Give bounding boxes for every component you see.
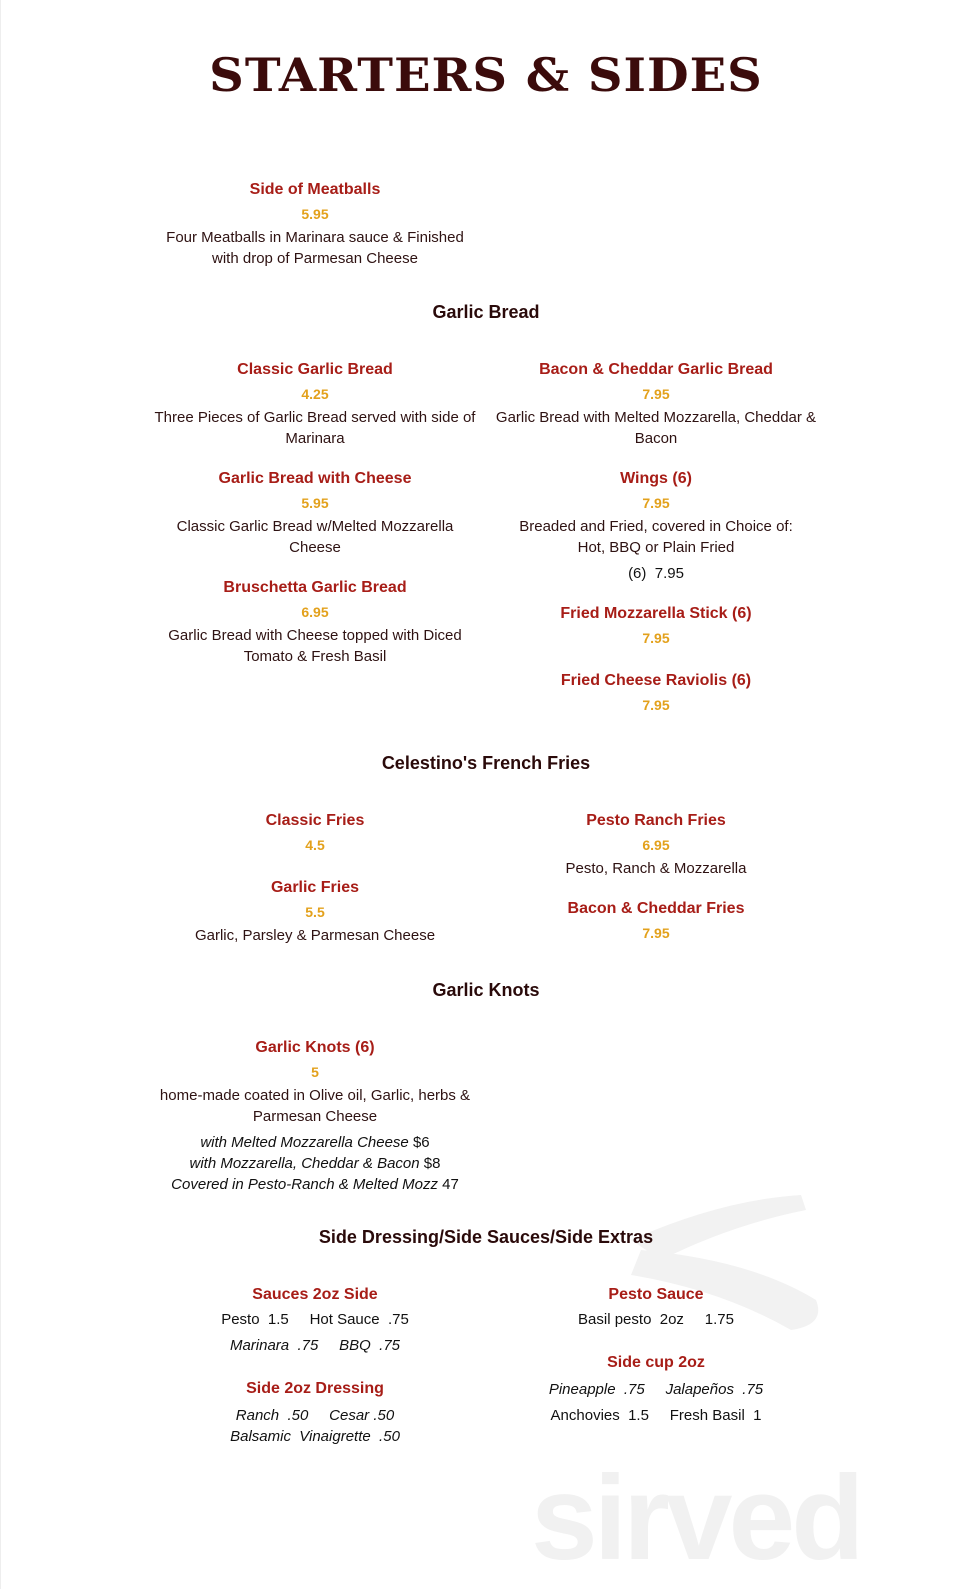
garlic-bread-right (486, 357, 826, 735)
item-name: Bacon & Cheddar Fries (567, 900, 745, 917)
sidecup-line: Anchovies 1.5 Fresh Basil 1 (550, 1407, 762, 1424)
sauces-line: Pesto 1.5 Hot Sauce .75 (221, 1311, 409, 1328)
item-desc: Breaded and Fried, covered in Choice of: Hot, BBQ or Plain Fried (519, 518, 793, 556)
item-desc: Classic Garlic Bread w/Melted Mozzarella Cheese (176, 518, 454, 556)
item-desc: Garlic Bread with Melted Mozzarella, Cheddar & Bacon (495, 409, 817, 447)
option-price: $6 (412, 1134, 430, 1151)
dressing-line: Balsamic Vinaigrette .50 (230, 1428, 400, 1445)
item-name: Sauces 2oz Side (252, 1286, 378, 1303)
option-label: Covered in Pesto-Ranch & Melted Mozz (171, 1176, 438, 1193)
item-desc: Pesto, Ranch & Mozzarella (565, 860, 747, 877)
item-name: Fried Mozzarella Stick (6) (560, 605, 752, 622)
item-price: 5.95 (301, 206, 329, 222)
item-price: 6.95 (301, 604, 329, 620)
sirved-watermark: sirved (531, 1451, 861, 1585)
extras-left (145, 1282, 485, 1464)
item-name: Classic Fries (265, 812, 365, 829)
section-side-extras: Side Dressing/Side Sauces/Side Extras (318, 1227, 654, 1247)
item-desc: home-made coated in Olive oil, Garlic, herbs & Parmesan Cheese (159, 1087, 471, 1125)
item-name: Pesto Sauce (608, 1286, 704, 1303)
garlic-knots-item (145, 1035, 485, 1195)
sauces-line: Marinara .75 BBQ .75 (229, 1337, 401, 1354)
item-name: Pesto Ranch Fries (586, 812, 726, 829)
section-garlic-bread: Garlic Bread (432, 302, 540, 322)
extras-right (486, 1282, 826, 1446)
item-name: Garlic Bread with Cheese (218, 470, 412, 487)
dressing-line: Ranch .50 Cesar .50 (235, 1407, 395, 1424)
item-name: Side cup 2oz (607, 1354, 705, 1371)
section-garlic-knots: Garlic Knots (432, 980, 540, 1000)
item-name: Garlic Knots (6) (255, 1039, 375, 1056)
item-price: 7.95 (642, 630, 670, 646)
knots-option (145, 1174, 485, 1195)
pesto-line: Basil pesto 2oz 1.75 (578, 1311, 734, 1328)
item-price: 6.95 (642, 837, 670, 853)
option-price: 47 (442, 1176, 459, 1193)
sidecup-line: Pineapple .75 Jalapeños .75 (548, 1381, 764, 1398)
item-name: Wings (6) (620, 470, 692, 487)
fries-right (486, 808, 826, 963)
item-price: 5 (311, 1064, 319, 1080)
item-price: 4.25 (301, 386, 329, 402)
item-name: Bruschetta Garlic Bread (223, 579, 407, 596)
option-price: $8 (423, 1155, 441, 1172)
item-name: Side of Meatballs (249, 181, 381, 198)
page-title: STARTERS & SIDES (209, 49, 763, 103)
item-price: 5.95 (301, 495, 329, 511)
item-price: 7.95 (642, 925, 670, 941)
item-name: Garlic Fries (270, 879, 360, 896)
option-label: with Mozzarella, Cheddar & Bacon (189, 1155, 420, 1172)
item-price: 7.95 (642, 495, 670, 511)
item-price: 5.5 (305, 904, 325, 920)
item-desc: Garlic Bread with Cheese topped with Diced Tomato & Fresh Basil (168, 627, 462, 665)
garlic-bread-left (145, 357, 485, 684)
item-name: Fried Cheese Raviolis (6) (560, 672, 752, 689)
knots-option (145, 1132, 485, 1153)
item-extra: (6) 7.95 (628, 565, 684, 582)
item-price: 7.95 (642, 386, 670, 402)
item-desc: Three Pieces of Garlic Bread served with side of Marinara (154, 409, 476, 447)
item-name: Classic Garlic Bread (237, 361, 393, 378)
meatballs-item (145, 177, 485, 269)
option-label: with Melted Mozzarella Cheese (200, 1134, 409, 1151)
item-desc: Four Meatballs in Marinara sauce & Finished with drop of Parmesan Cheese (166, 229, 464, 267)
item-price: 4.5 (305, 837, 325, 853)
item-desc: Garlic, Parsley & Parmesan Cheese (194, 927, 436, 944)
section-french-fries: Celestino's French Fries (381, 753, 591, 773)
item-name: Bacon & Cheddar Garlic Bread (539, 361, 773, 378)
item-name: Side 2oz Dressing (246, 1380, 384, 1397)
fries-left (145, 808, 485, 963)
knots-option (145, 1153, 485, 1174)
item-price: 7.95 (642, 697, 670, 713)
knots-options (145, 1132, 485, 1195)
